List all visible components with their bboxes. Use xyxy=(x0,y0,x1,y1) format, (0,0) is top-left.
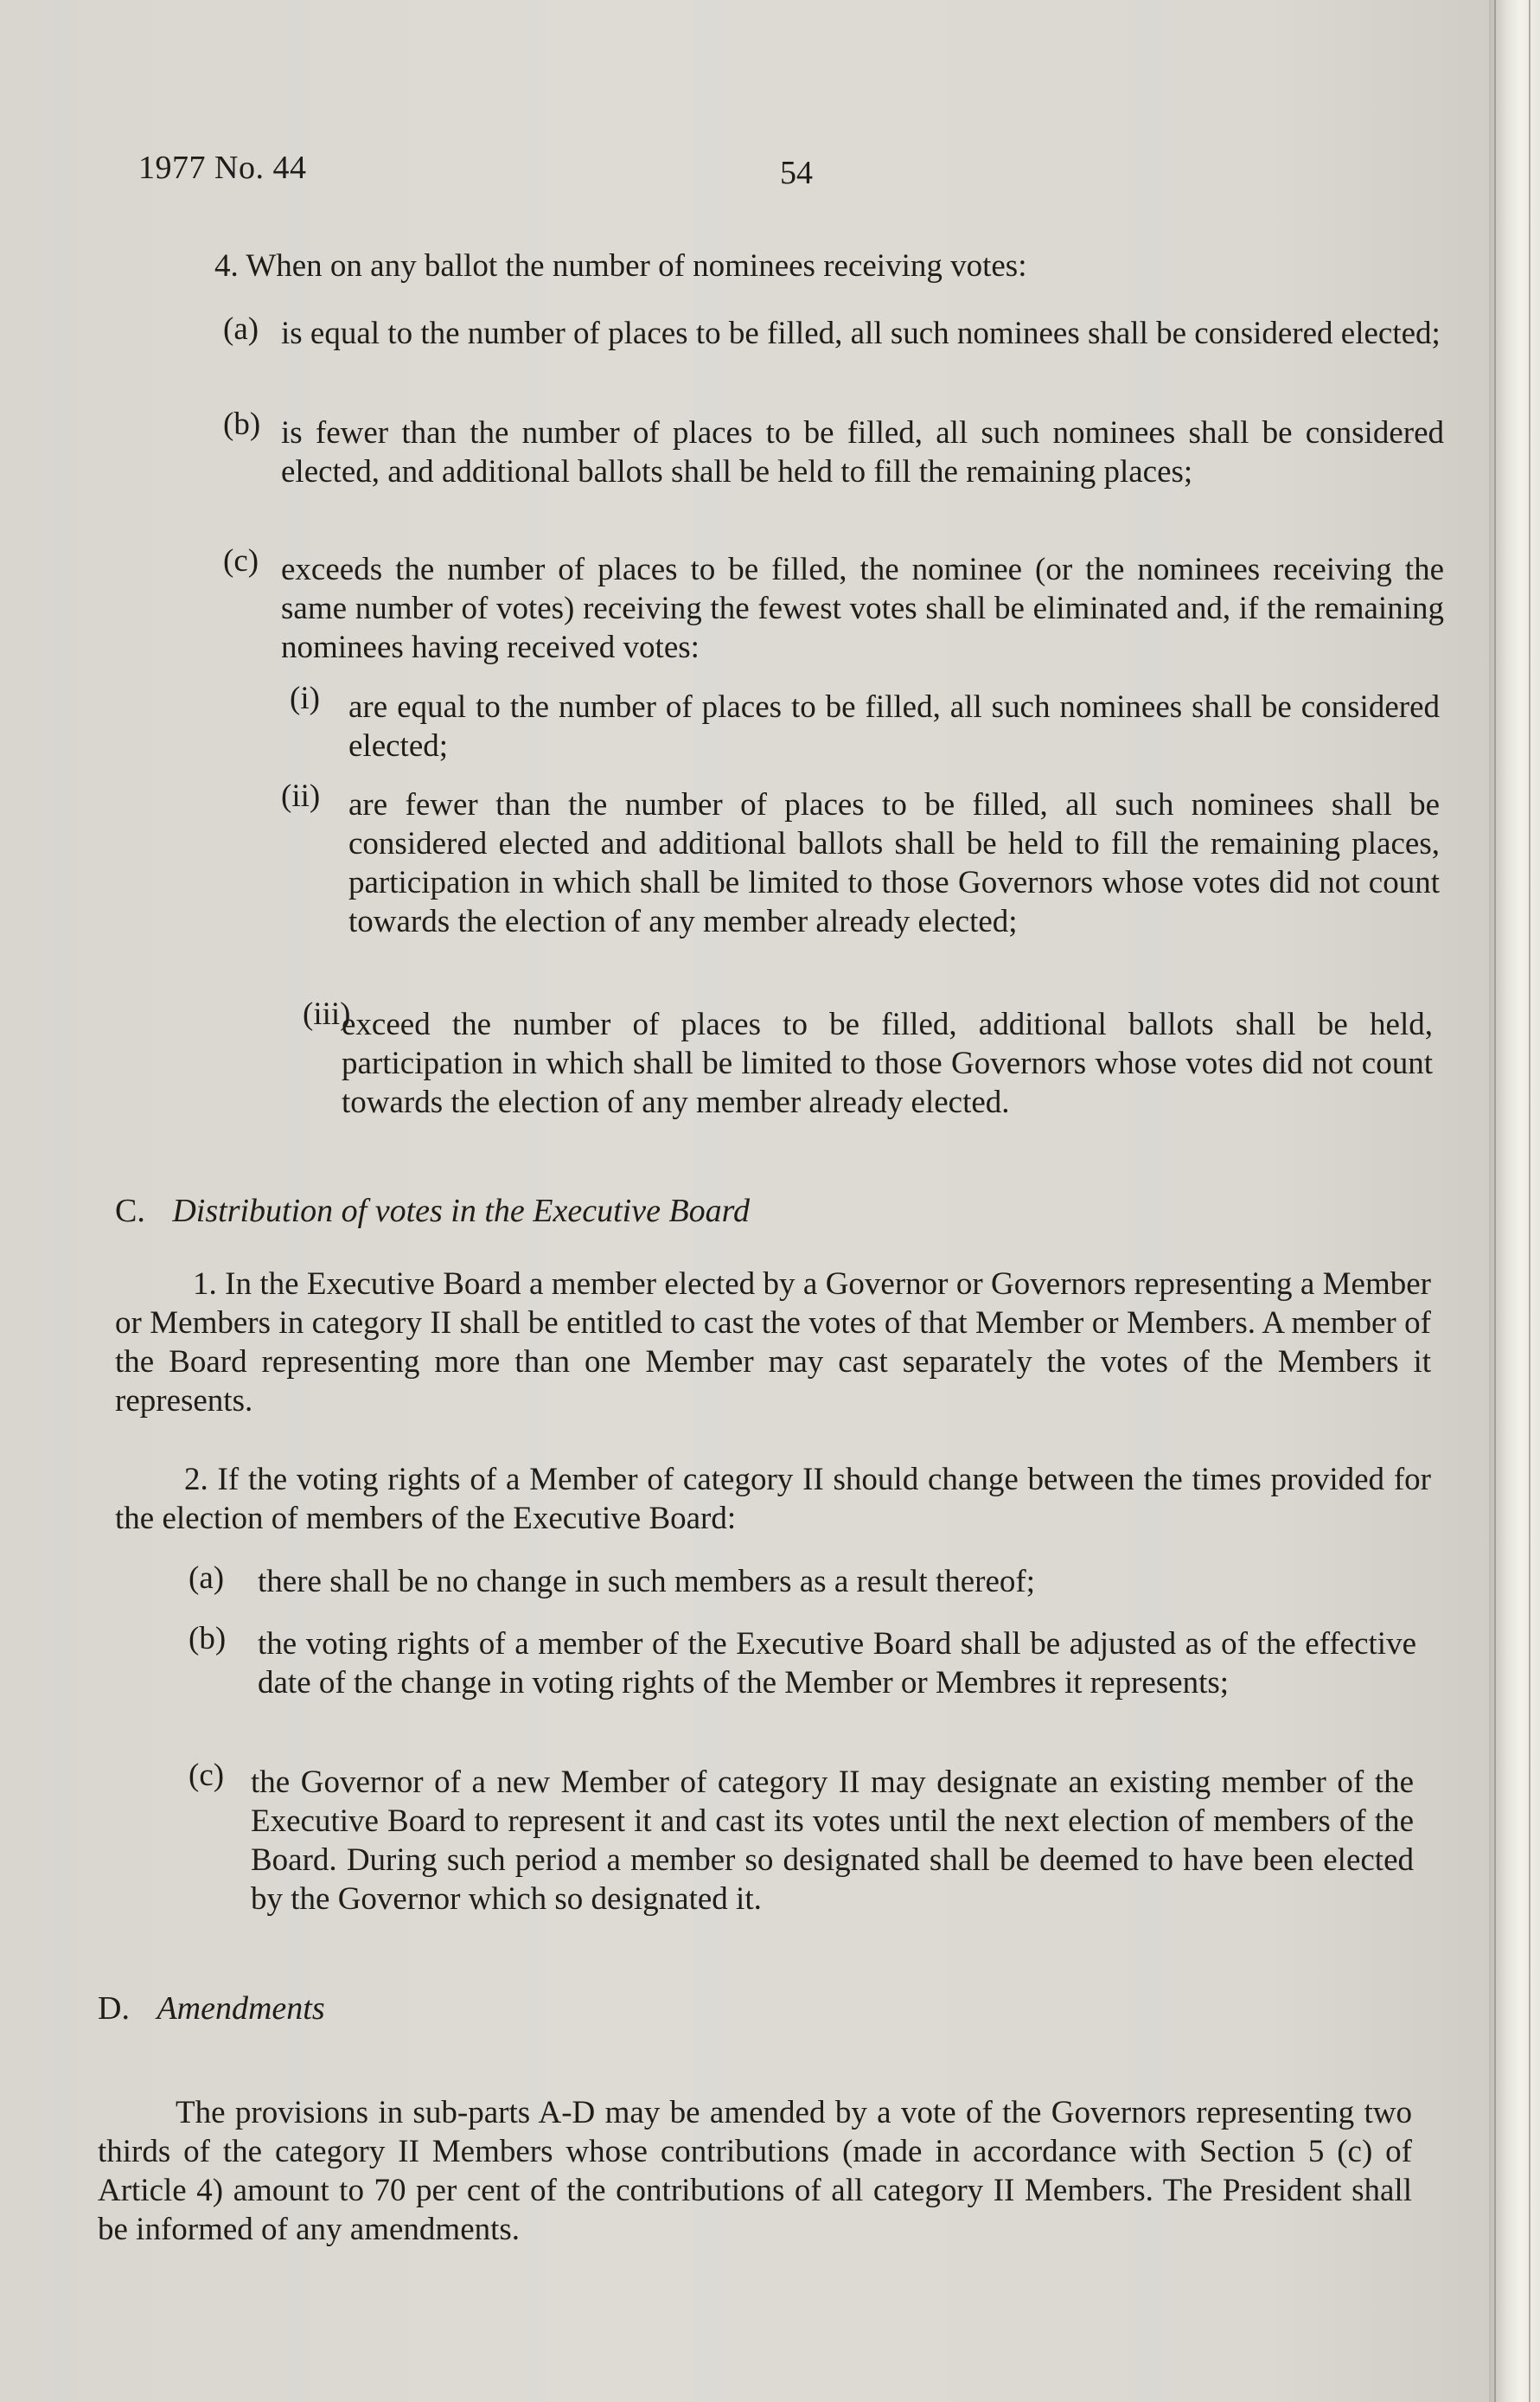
section-d-title: Amendments xyxy=(157,1990,325,2027)
item-b-text: is fewer than the number of places to be filled, all such nominees shall be considered elected, and additional ballots shall be held to fill the remaining places; xyxy=(281,415,1444,490)
subitem-ii-text: are fewer than the number of places to be filled, all such nominees shall be considered elected and additional ballots shall be held to fill the remaining places, participation in which shall be limited to those Governors whose votes did not count towards the election of any member already elected; xyxy=(348,787,1440,939)
page-number: 54 xyxy=(780,155,813,191)
section-c-heading xyxy=(115,1192,750,1231)
c-item-a-label: (a) xyxy=(189,1560,225,1596)
section-c-title: Distribution of votes in the Executive Board xyxy=(172,1193,751,1229)
subitem-i-label: (i) xyxy=(290,681,320,716)
subitem-ii-label: (ii) xyxy=(281,778,321,814)
document-reference: 1977 No. 44 xyxy=(138,150,307,186)
section-d-letter: D. xyxy=(98,1990,130,2027)
section-c-paragraph-2-intro: 2. If the voting rights of a Member of category II should change between the times provided for the election of members of the Executive Board: xyxy=(115,1462,1431,1536)
c-item-c-label: (c) xyxy=(189,1758,225,1793)
item-a-label: (a) xyxy=(223,311,259,347)
subitem-iii-text: exceed the number of places to be filled, additional ballots shall be held, participation in which shall be limited to those Governors whose votes did not count towards the election of any member already elected. xyxy=(342,1007,1433,1120)
item-a-text: is equal to the number of places to be filled, all such nominees shall be considered elected; xyxy=(281,316,1441,351)
c-item-c-text: the Governor of a new Member of category II may designate an existing member of the Executive Board to represent it and cast its votes until the next election of members of the Board. During such period a member so designated shall be deemed to have been elected by the Governor which so designated it. xyxy=(251,1765,1414,1917)
section-c-paragraph-1: 1. In the Executive Board a member elected by a Governor or Governors representing a Member or Members in category II shall be entitled to cast the votes of that Member or Members. A member of the Board representing more than one Member may cast separately the votes of the Members it represents. xyxy=(115,1266,1431,1419)
c-item-b-text: the voting rights of a member of the Executive Board shall be adjusted as of the effective date of the change in voting rights of the Member or Membres it represents; xyxy=(258,1626,1416,1701)
item-c-label: (c) xyxy=(223,543,259,579)
item-b-label: (b) xyxy=(223,407,261,442)
book-binding-edge xyxy=(1489,0,1540,2402)
c-item-a-text: there shall be no change in such members as a result thereof; xyxy=(258,1564,1035,1599)
section-d-paragraph: The provisions in sub-parts A-D may be amended by a vote of the Governors representing two thirds of the category II Members whose contributions (made in accordance with Section 5 (c) of Article 4) amount to 70 per cent of the contributions of all category II Members. The President shall be informed of any amendments. xyxy=(98,2095,1412,2247)
binding-line-right xyxy=(1529,0,1530,2402)
section-d-heading xyxy=(98,1989,325,2028)
subitem-i-text: are equal to the number of places to be filled, all such nominees shall be considered elected; xyxy=(348,689,1440,764)
section-c-letter: C. xyxy=(115,1193,145,1229)
binding-line-left xyxy=(1494,0,1496,2402)
c-item-b-label: (b) xyxy=(189,1621,227,1656)
paragraph-4-intro: 4. When on any ballot the number of nominees receiving votes: xyxy=(214,248,1027,284)
subitem-iii-label: (iii) xyxy=(303,996,351,1032)
item-c-text: exceeds the number of places to be filled, the nominee (or the nominees receiving the same number of votes) receiving the fewest votes shall be eliminated and, if the remaining nominees having received votes: xyxy=(281,552,1444,665)
